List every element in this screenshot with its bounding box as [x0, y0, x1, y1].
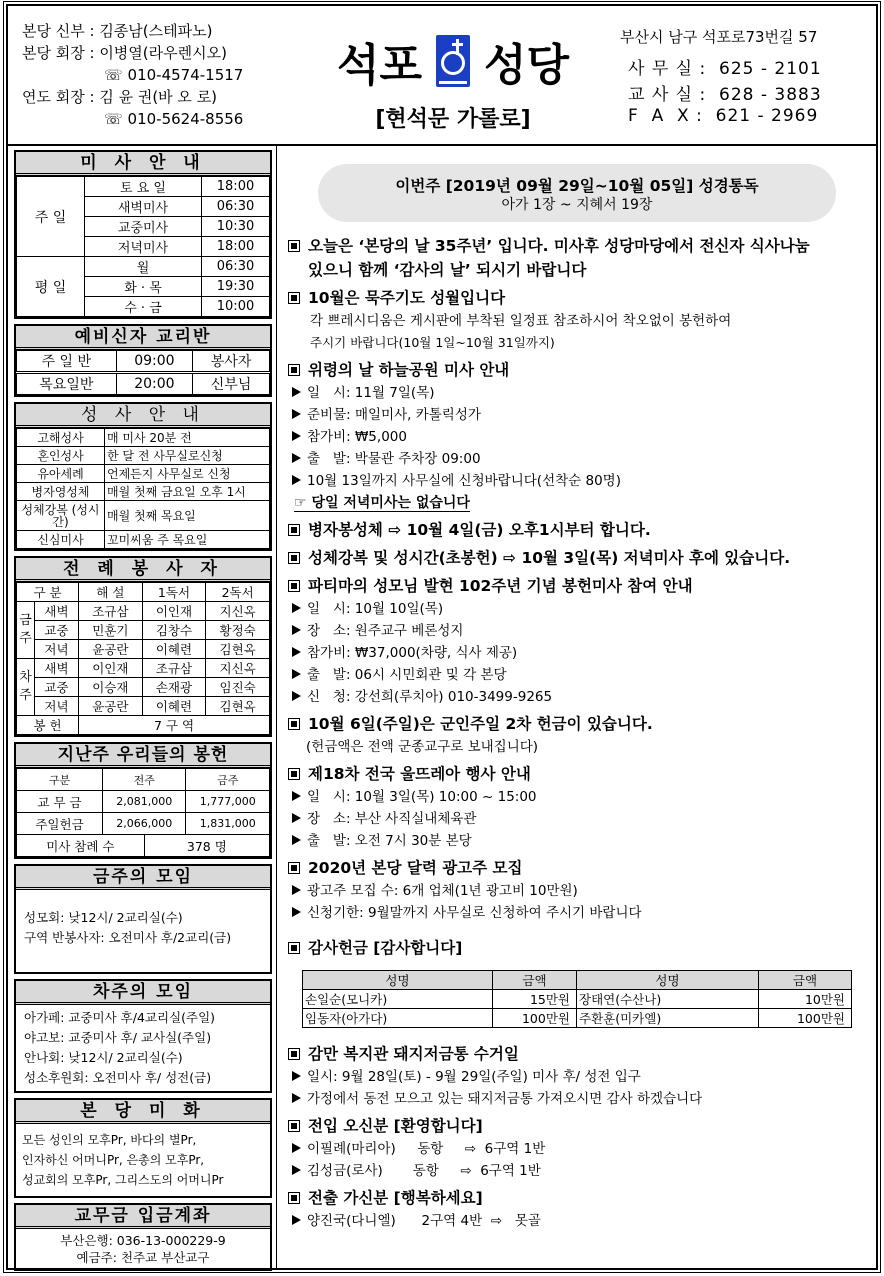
liturgy-servers	[14, 556, 272, 737]
reader-1: 손재광	[142, 678, 206, 697]
list-item: 장 소: 부산 사직실내체육관	[284, 808, 870, 830]
square-bullet-icon	[288, 768, 300, 780]
reader-2: 황정숙	[206, 621, 270, 640]
list-item: 참가비: ₩37,000(차량, 식사 제공)	[284, 642, 870, 664]
square-bullet-icon	[288, 1048, 300, 1060]
section-thanksgiving-offering	[284, 936, 870, 1028]
bible-reading-range: 아가 1장 ~ 지혜서 19장	[501, 197, 653, 213]
triangle-bullet-icon	[292, 1165, 301, 1175]
col-header: 1독서	[142, 583, 206, 602]
bank-account	[14, 1203, 272, 1271]
account-title: 교무금 입금계좌	[16, 1205, 270, 1229]
meeting-line: 성모회: 낮12시/ 2교리실(수)	[24, 910, 183, 925]
mass-name: 월	[85, 257, 202, 277]
sacrament-desc: 한 달 전 사무실로신청	[105, 447, 270, 465]
section-fatima-mass	[284, 574, 870, 708]
commentator: 윤공란	[79, 640, 143, 659]
catechism-class	[14, 324, 272, 397]
reader-2: 김현옥	[206, 640, 270, 659]
offering-label: 주일헌금	[17, 813, 103, 835]
square-bullet-icon	[288, 1192, 300, 1204]
mass-name: 수 · 금	[85, 297, 202, 317]
meeting-line: 성소후원회: 오전미사 후/ 성전(금)	[24, 1070, 212, 1085]
sacrament-desc: 꼬미씨움 주 목요일	[105, 531, 270, 549]
class-teacher: 봉사자	[193, 351, 270, 373]
triangle-bullet-icon	[292, 1143, 301, 1153]
mass-time: 19:30	[202, 277, 270, 297]
sacrament-name: 유아세례	[17, 465, 105, 483]
notice-note: ☞ 당일 저녁미사는 없습니다	[294, 495, 470, 511]
section-all-souls-mass	[284, 358, 870, 514]
pastor: 본당 신부 : 김종남(스테파노)	[22, 22, 213, 40]
mass-type: 교중	[35, 678, 79, 697]
legion-title: 본 당 미 화	[16, 1100, 270, 1124]
col-header: 금액	[493, 971, 577, 990]
list-item: 출 발: 06시 시민회관 및 각 본당	[284, 664, 870, 686]
sacrament-name: 혼인성사	[17, 447, 105, 465]
square-bullet-icon	[288, 718, 300, 730]
section-heading: 제18차 전국 울뜨레아 행사 안내	[308, 765, 531, 783]
offering-prev: 2,066,000	[103, 813, 186, 835]
section-heading: 감사헌금 [감사합니다]	[308, 939, 463, 957]
section-heading: 감만 복지관 돼지저금통 수거일	[308, 1045, 519, 1063]
section-heading: 성체강복 및 성시간(초봉헌) ⇨ 10월 3일(목) 저녁미사 후에 있습니다.	[308, 549, 791, 567]
list-item: 양진국(다니엘) 2구역 4반 ⇨ 못골	[284, 1210, 870, 1232]
list-item: 광고주 모집 수: 6개 업체(1년 광고비 10만원)	[284, 880, 870, 902]
list-item: 김성금(로사) 동항 ⇨ 6구역 1반	[284, 1160, 870, 1182]
account-number: 부산은행: 036-13-000229-9	[60, 1233, 226, 1248]
commentator: 이인재	[79, 659, 143, 678]
weekday-label: 평 일	[17, 257, 85, 317]
section-text: 각 쁘레시디움은 게시판에 부착된 일정표 참조하시어 착오없이 봉헌하여	[310, 313, 732, 329]
commentator: 민훈기	[79, 621, 143, 640]
section-piggy-bank	[284, 1042, 870, 1110]
account-holder: 예금주: 천주교 부산교구	[76, 1250, 210, 1265]
title-right: 성당	[484, 40, 570, 91]
praesidium-line: 인자하신 어머니Pr, 은총의 모후Pr,	[22, 1153, 205, 1167]
title-left: 석포	[336, 40, 422, 91]
col-header: 성명	[303, 971, 493, 990]
section-parish-day	[284, 234, 870, 282]
triangle-bullet-icon	[292, 1215, 301, 1225]
triangle-bullet-icon	[292, 885, 301, 895]
bible-reading-title: 이번주 [2019년 09월 29일~10월 05일] 성경통독	[395, 177, 759, 195]
col-header: 구 분	[17, 583, 79, 602]
reader-2: 지신옥	[206, 602, 270, 621]
church-logo-icon	[436, 35, 470, 87]
meeting-line: 안나회: 낮12시/ 2교리실(수)	[24, 1050, 183, 1065]
parish-title	[308, 28, 598, 133]
square-bullet-icon	[288, 552, 300, 564]
mass-name: 저녁미사	[85, 237, 202, 257]
section-heading: 전출 가신분 [행복하세요]	[308, 1189, 483, 1207]
next-week-meetings-title: 차주의 모임	[16, 981, 270, 1005]
donor-amount: 15만원	[493, 990, 577, 1009]
sacraments-info	[14, 402, 272, 551]
class-name: 목요일반	[17, 373, 117, 395]
commentator: 조규삼	[79, 602, 143, 621]
section-departed-parishioners	[284, 1186, 870, 1232]
square-bullet-icon	[288, 292, 300, 304]
section-heading: 10월은 묵주기도 성월입니다	[308, 289, 506, 307]
list-item: 출 발: 오전 7시 30분 본당	[284, 830, 870, 852]
reader-2: 임진숙	[206, 678, 270, 697]
offering-curr: 1,777,000	[186, 791, 270, 813]
donor-name: 손일순(모니카)	[303, 990, 493, 1009]
mass-name: 새벽미사	[85, 197, 202, 217]
mass-type: 새벽	[35, 602, 79, 621]
this-week-meetings	[14, 864, 272, 974]
sacrament-name: 신심미사	[17, 531, 105, 549]
commentator: 이승재	[79, 678, 143, 697]
offerings-summary	[14, 742, 272, 859]
list-item: 일 시: 10월 10일(목)	[284, 598, 870, 620]
mass-type: 저녁	[35, 697, 79, 716]
mass-name: 화 · 목	[85, 277, 202, 297]
next-week-meetings	[14, 979, 272, 1093]
list-item: 이필례(마리아) 동항 ⇨ 6구역 1반	[284, 1138, 870, 1160]
sunday-label: 주 일	[17, 177, 85, 257]
mass-time: 06:30	[202, 197, 270, 217]
sacrament-desc: 매월 첫째 금요일 오후 1시	[105, 483, 270, 501]
triangle-bullet-icon	[292, 431, 301, 441]
attendance-value: 378 명	[144, 835, 269, 857]
section-text: (헌금액은 전액 군종교구로 보내집니다)	[306, 739, 539, 755]
pointing-hand-icon: ☞	[294, 495, 307, 511]
reader-1: 이인재	[142, 602, 206, 621]
section-sick-communion	[284, 518, 870, 542]
offerings-title: 지난주 우리들의 봉헌	[16, 744, 270, 768]
section-heading-cont: 있으니 함께 ‘감사의 날’ 되시기 바랍니다	[308, 261, 587, 279]
contact-info	[620, 26, 822, 132]
class-time: 09:00	[116, 351, 192, 373]
list-item: 일시: 9월 28일(토) - 9월 29일(주일) 미사 후/ 성전 입구	[284, 1066, 870, 1088]
president-phone: ☏ 010-4574-1517	[104, 66, 244, 84]
col-header: 성명	[577, 971, 759, 990]
section-heading: 10월 6일(주일)은 군인주일 2차 헌금이 있습니다.	[308, 715, 653, 733]
triangle-bullet-icon	[292, 907, 301, 917]
this-week-meetings-title: 금주의 모임	[16, 866, 270, 890]
list-item: 신청기한: 9월말까지 사무실로 신청하여 주시기 바랍니다	[284, 902, 870, 924]
triangle-bullet-icon	[292, 625, 301, 635]
mass-time: 10:00	[202, 297, 270, 317]
triangle-bullet-icon	[292, 791, 301, 801]
left-column	[14, 150, 272, 1276]
phone-fax: F A X : 621 - 2969	[628, 106, 819, 126]
president: 본당 회장 : 이병열(라우렌시오)	[22, 44, 227, 62]
reader-2: 지신옥	[206, 659, 270, 678]
patron-saint: [현석문 가롤로]	[375, 107, 531, 132]
col-header: 전주	[103, 769, 186, 791]
square-bullet-icon	[288, 862, 300, 874]
sacrament-desc: 언제든지 사무실로 신청	[105, 465, 270, 483]
announcements	[284, 150, 870, 1232]
donor-amount: 100만원	[493, 1009, 577, 1028]
reader-1: 김창수	[142, 621, 206, 640]
address: 부산시 남구 석포로73번길 57	[620, 28, 818, 46]
parish-staff	[22, 20, 243, 130]
triangle-bullet-icon	[292, 387, 301, 397]
offertory-value: 7 구 역	[79, 716, 270, 735]
section-heading: 2020년 본당 달력 광고주 모집	[308, 859, 523, 877]
col-header: 2독서	[206, 583, 270, 602]
sacrament-name: 병자영성체	[17, 483, 105, 501]
triangle-bullet-icon	[292, 603, 301, 613]
column-divider	[276, 146, 277, 1270]
catechism-title: 예비신자 교리반	[16, 326, 270, 350]
reader-1: 이혜련	[142, 640, 206, 659]
mass-schedule-title: 미 사 안 내	[16, 152, 270, 176]
sacrament-desc: 매 미사 20분 전	[105, 429, 270, 447]
col-header: 구분	[17, 769, 103, 791]
phone-teachers: 교 사 실 : 628 - 3883	[628, 85, 822, 105]
section-new-parishioners	[284, 1114, 870, 1182]
triangle-bullet-icon	[292, 453, 301, 463]
section-calendar-ads	[284, 856, 870, 924]
mass-time: 18:00	[202, 237, 270, 257]
mass-time: 10:30	[202, 217, 270, 237]
section-heading: 오늘은 ‘본당의 날 35주년’ 입니다. 미사후 성당마당에서 전신자 식사나눔	[308, 237, 810, 255]
mass-time: 18:00	[202, 177, 270, 197]
list-item: 10월 13일까지 사무실에 신청바랍니다(선착순 80명)	[284, 470, 870, 492]
donor-amount: 100만원	[759, 1009, 852, 1028]
reader-2: 김현옥	[206, 697, 270, 716]
praesidium-line: 모든 성인의 모후Pr, 바다의 별Pr,	[22, 1133, 197, 1147]
section-heading: 파티마의 성모님 발현 102주년 기념 봉헌미사 참여 안내	[308, 577, 693, 595]
sacrament-name: 성체강복 (성시간)	[17, 501, 105, 531]
servers-title: 전 례 봉 사 자	[16, 558, 270, 582]
list-item: 참가비: ₩5,000	[284, 426, 870, 448]
mass-schedule	[14, 150, 272, 319]
section-military-sunday	[284, 712, 870, 758]
square-bullet-icon	[288, 942, 300, 954]
section-heading: 위령의 날 하늘공원 미사 안내	[308, 361, 510, 379]
offering-curr: 1,831,000	[186, 813, 270, 835]
class-teacher: 신부님	[193, 373, 270, 395]
triangle-bullet-icon	[292, 647, 301, 657]
mass-type: 새벽	[35, 659, 79, 678]
square-bullet-icon	[288, 580, 300, 592]
meeting-line: 구역 반봉사자: 오전미사 후/2교리(금)	[24, 930, 232, 945]
thanksgiving-table	[302, 970, 852, 1028]
triangle-bullet-icon	[292, 1093, 301, 1103]
this-week-label: 금주	[17, 602, 35, 659]
class-time: 20:00	[116, 373, 192, 395]
donor-name: 임동자(아가다)	[303, 1009, 493, 1028]
donor-name: 장태연(수산나)	[577, 990, 759, 1009]
legion-of-mary	[14, 1098, 272, 1198]
square-bullet-icon	[288, 1120, 300, 1132]
mass-type: 저녁	[35, 640, 79, 659]
attendance-label: 미사 참례 수	[17, 835, 145, 857]
square-bullet-icon	[288, 364, 300, 376]
sacraments-title: 성 사 안 내	[16, 404, 270, 428]
phone-office: 사 무 실 : 625 - 2101	[628, 59, 822, 79]
yondo-president: 연도 회장 : 김 윤 권(바 오 로)	[22, 88, 218, 106]
list-item: 신 청: 강선희(루치아) 010-3499-9265	[284, 686, 870, 708]
col-header: 해 설	[79, 583, 143, 602]
square-bullet-icon	[288, 240, 300, 252]
list-item: 출 발: 박물관 주차장 09:00	[284, 448, 870, 470]
praesidium-line: 성교회의 모후Pr, 그리스도의 어머니Pr	[22, 1173, 224, 1187]
section-benediction	[284, 546, 870, 570]
donor-name: 주환훈(미카엘)	[577, 1009, 759, 1028]
reader-1: 조규삼	[142, 659, 206, 678]
yondo-phone: ☏ 010-5624-8556	[104, 110, 244, 128]
section-ultreya	[284, 762, 870, 852]
triangle-bullet-icon	[292, 835, 301, 845]
col-header: 금액	[759, 971, 852, 990]
triangle-bullet-icon	[292, 409, 301, 419]
meeting-line: 아가페: 교중미사 후/4교리실(주일)	[24, 1010, 216, 1025]
mass-time: 06:30	[202, 257, 270, 277]
offering-prev: 2,081,000	[103, 791, 186, 813]
triangle-bullet-icon	[292, 475, 301, 485]
list-item: 장 소: 원주교구 베론성지	[284, 620, 870, 642]
section-text: 주시기 바랍니다(10월 1일~10월 31일까지)	[310, 335, 555, 350]
section-heading: 전입 오신분 [환영합니다]	[308, 1117, 483, 1135]
triangle-bullet-icon	[292, 1071, 301, 1081]
mass-name: 교중미사	[85, 217, 202, 237]
section-heading: 병자봉성체 ⇨ 10월 4일(금) 오후1시부터 합니다.	[308, 521, 651, 539]
list-item: 가정에서 동전 모으고 있는 돼지저금통 가져오시면 감사 하겠습니다	[284, 1088, 870, 1110]
list-item: 일 시: 10월 3일(목) 10:00 ~ 15:00	[284, 786, 870, 808]
list-item: 준비물: 매일미사, 카톨릭성가	[284, 404, 870, 426]
list-item: 일 시: 11월 7일(목)	[284, 382, 870, 404]
triangle-bullet-icon	[292, 691, 301, 701]
class-name: 주 일 반	[17, 351, 117, 373]
section-rosary-month	[284, 286, 870, 354]
offertory-label: 봉 헌	[17, 716, 79, 735]
triangle-bullet-icon	[292, 813, 301, 823]
sacrament-desc: 매월 첫째 목요일	[105, 501, 270, 531]
offering-label: 교 무 금	[17, 791, 103, 813]
next-week-label: 차주	[17, 659, 35, 716]
bible-reading-banner	[318, 164, 836, 222]
col-header: 금주	[186, 769, 270, 791]
donor-amount: 10만원	[759, 990, 852, 1009]
triangle-bullet-icon	[292, 669, 301, 679]
sacrament-name: 고해성사	[17, 429, 105, 447]
reader-1: 이혜련	[142, 697, 206, 716]
header	[8, 6, 876, 146]
square-bullet-icon	[288, 524, 300, 536]
mass-type: 교중	[35, 621, 79, 640]
commentator: 윤공란	[79, 697, 143, 716]
meeting-line: 야고보: 교중미사 후/ 교사실(주일)	[24, 1030, 212, 1045]
mass-name: 토 요 일	[85, 177, 202, 197]
